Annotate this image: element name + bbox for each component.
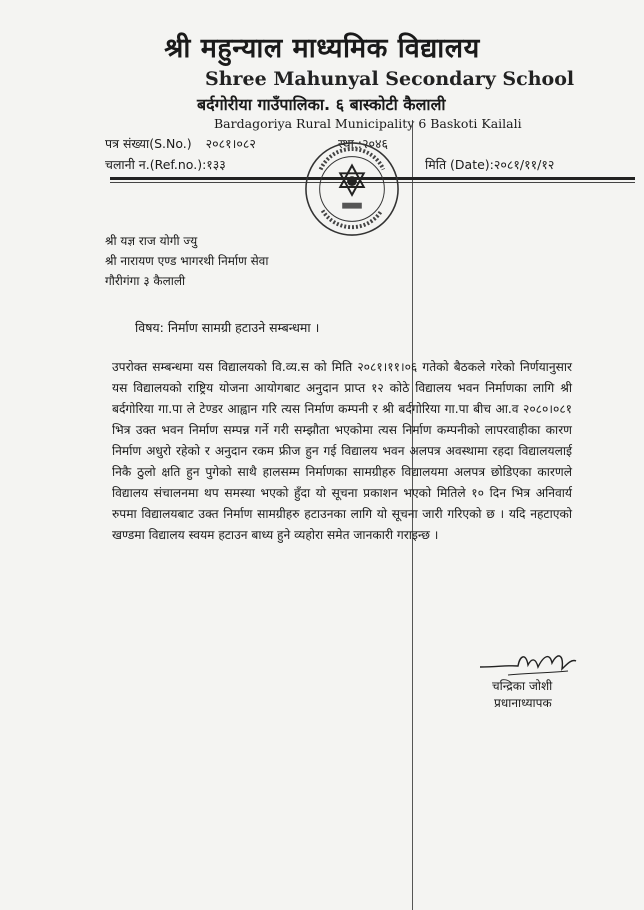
established-year: स्था.:२०४६ [338, 136, 389, 151]
reference-number-value: १३३ [206, 157, 226, 172]
date-label: मिति (Date): [425, 157, 494, 172]
date-value: २०८१/११/१२ [493, 157, 555, 172]
recipient-address: गौरीगंगा ३ कैलाली [105, 274, 186, 288]
school-seal-stamp [303, 140, 401, 238]
school-name-nepali: श्री महुन्याल माध्यमिक विद्यालय [164, 33, 480, 64]
school-name-english: Shree Mahunyal Secondary School [205, 68, 575, 90]
letter-body: उपरोक्त सम्बन्धमा यस विद्यालयको वि.व्य.स को मिति २०८१।११।०६ गतेको बैठकले गरेको निर्णयानुसार यस विद्यालयको राष्ट्रिय योजना आयोगबाट अनुदान प्राप्त १२ कोठे विद्यालय भवन निर्माणका लागि श्री बर्दगोरिया गा.पा ले टेण्डर आह्वान गरि त्यस निर्माण कम्पनी र श्री बर्दगोरिया गा.पा बीच आ.व २०८०।०८१ भित्र उक्त भवन निर्माण सम्पन्न गर्ने गरी सम्झौता भएकोमा त्यस निर्माण कम्पनीको लापरवाहीका कारण निर्माण अधुरो रहेको र अनुदान रकम फ्रीज हुन गई विद्यालय भवन अलपत्र अवस्थामा रहदा विद्यालयलाई निकै ठुलो क्षति हुन पुगेको साथै हालसम्म निर्माणका सामग्रीहरु विद्यालयमा अलपत्र छोडिएका कारणले विद्यालय संचालनमा थप समस्या भएको हुँदा यो सूचना प्रकाशन भएको मितिले १० दिन भित्र अनिवार्य रुपमा विद्यालयबाट उक्त निर्माण सामग्रीहरु हटाउनका लागि यो सूचना जारी गरिएको छ । यदि नहटाएको खण्डमा विद्यालय स्वयम हटाउन बाध्य हुने व्यहोरा समेत जानकारी गराइन्छ । [112, 360, 572, 542]
address-nepali: बर्दगोरीया गाउँपालिका. ६ बास्कोटी कैलाली [197, 95, 446, 114]
reference-number-label: चलानी न.(Ref.no.): [105, 157, 207, 172]
signatory-title: प्रधानाध्यापक [494, 696, 552, 710]
serial-number-label: पत्र संख्या(S.No.) [105, 136, 192, 151]
signatory-name: चन्द्रिका जोशी [492, 679, 553, 693]
reference-number [105, 156, 226, 173]
recipient-company: श्री नारायण एण्ड भागरथी निर्माण सेवा [105, 254, 269, 268]
recipient-name: श्री यज्ञ राज योगी ज्यु [105, 234, 198, 248]
letter-subject: विषय: निर्माण सामग्री हटाउने सम्बन्धमा । [135, 320, 320, 335]
serial-number-value: २०८१।०८२ [205, 136, 256, 151]
letter-date [425, 156, 554, 173]
address-english: Bardagoriya Rural Municipality 6 Baskoti Kailali [214, 116, 522, 131]
serial-number [105, 135, 256, 152]
